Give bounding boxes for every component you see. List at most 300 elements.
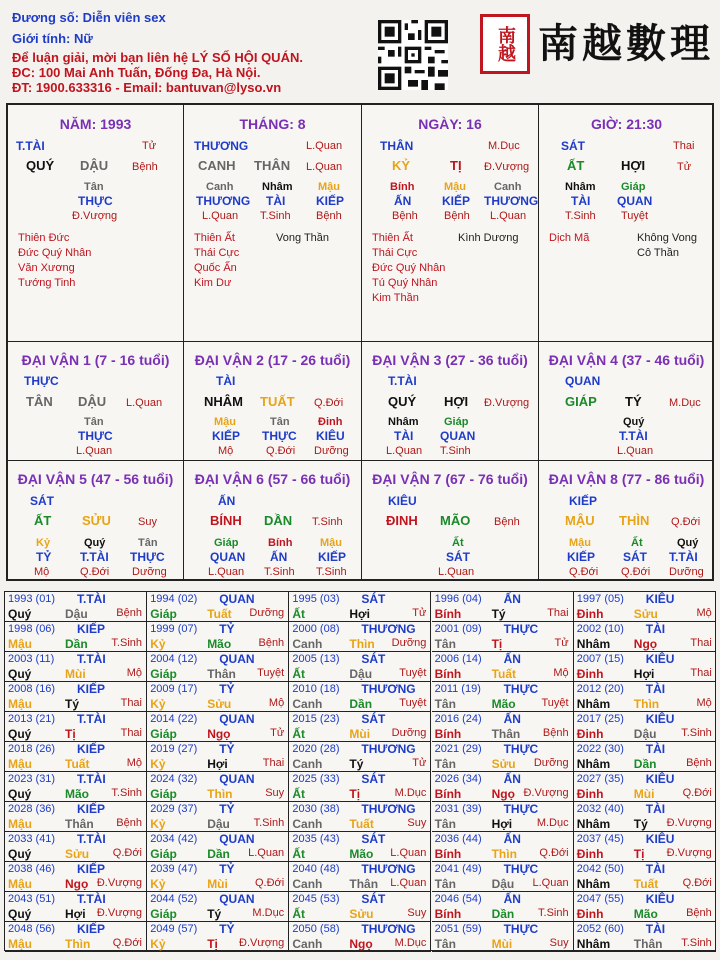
year-stage: Tuyệt <box>399 667 427 679</box>
year-stem: Nhâm <box>576 757 611 771</box>
hidden-stem: Bính <box>390 181 415 193</box>
qr-code-icon <box>378 20 448 90</box>
year-ten-god: ẤN <box>503 652 521 666</box>
year-cell <box>147 772 289 802</box>
year-ten-god: TÀI <box>645 682 666 696</box>
year-branch: Tị <box>633 847 645 861</box>
year-branch: Mùi <box>491 937 513 951</box>
year-branch: Hợi <box>65 907 86 921</box>
star: Thiên Ất <box>194 232 235 244</box>
year-label: 2044 (52) <box>150 893 198 905</box>
year-branch: Tý <box>633 817 648 831</box>
year-cell <box>574 772 716 802</box>
year-ten-god: KIẾP <box>77 862 106 876</box>
year-stage: M.Dục <box>536 817 569 829</box>
dv-stem: ẤT <box>34 513 52 528</box>
year-cell <box>574 712 716 742</box>
dai-van-4 <box>539 342 714 460</box>
star: Kình Dương <box>458 232 519 244</box>
dv-branch: DẦN <box>264 513 293 528</box>
year-stage: Thai <box>547 607 569 619</box>
year-branch: Thìn <box>207 787 233 801</box>
year-cell <box>289 682 431 712</box>
stars-list <box>18 231 91 291</box>
year-stage: Thai <box>262 757 285 769</box>
dv-branch: MÃO <box>440 513 471 528</box>
dv-hidden-stage: Q.Đới <box>80 566 110 578</box>
year-label: 2005 (13) <box>292 653 340 665</box>
year-cell <box>5 922 147 952</box>
year-stem: Mậu <box>8 757 32 771</box>
year-cell <box>289 712 431 742</box>
year-ten-god: QUAN <box>219 892 255 906</box>
dv-stage: Suy <box>138 516 157 528</box>
hidden-stem: Tân <box>84 181 104 193</box>
dv-stage: T.Sinh <box>312 516 343 528</box>
year-label: 2011 (19) <box>434 683 481 695</box>
year-branch: Tý <box>491 607 506 621</box>
year-cell <box>432 712 574 742</box>
dv-ten-god: QUAN <box>565 374 601 388</box>
branch-stage: Đ.Vượng <box>484 161 530 173</box>
year-branch: Dậu <box>491 877 515 891</box>
stars-list <box>372 231 445 306</box>
heavenly-stem: QUÝ <box>26 158 55 173</box>
year-ten-god: T.TÀI <box>77 652 106 666</box>
year-stem: Bính <box>434 607 462 621</box>
year-ten-god: THỰC <box>503 622 539 636</box>
year-cell <box>5 592 147 622</box>
brand-calligraphy: 南越數理 <box>538 20 714 67</box>
year-label: 1995 (03) <box>292 593 340 605</box>
dv-stem: GIÁP <box>565 394 597 409</box>
year-label: 2024 (32) <box>150 773 198 785</box>
year-stage: Bệnh <box>686 907 712 919</box>
year-cell <box>289 862 431 892</box>
can-ten-god: T.TÀI <box>16 139 45 153</box>
dv-hidden-stem: Mậu <box>569 537 591 549</box>
year-cell <box>432 682 574 712</box>
dv-ten-god: T.TÀI <box>388 374 417 388</box>
dv-stage: Q.Đới <box>314 397 344 409</box>
dv-hidden-ten-god: THỰC <box>130 550 165 564</box>
hidden-stem: Nhâm <box>262 181 293 193</box>
year-stem: Tân <box>434 637 456 651</box>
year-cell <box>432 802 574 832</box>
year-cell <box>147 832 289 862</box>
year-label: 2028 (36) <box>8 803 56 815</box>
year-stem: Quý <box>8 847 32 861</box>
year-stage: Q.Đới <box>112 937 142 949</box>
dai-van-title: ĐẠI VẬN 6 (57 - 66 tuổi) <box>194 471 351 487</box>
year-branch: Ngọ <box>633 637 658 651</box>
person-name: Đương số: Diễn viên sex <box>12 10 166 25</box>
year-branch: Thìn <box>65 937 91 951</box>
year-branch: Tuất <box>633 877 659 891</box>
dv-hidden-stem: Giáp <box>214 537 239 549</box>
year-branch: Mùi <box>633 787 655 801</box>
year-branch: Thân <box>207 667 236 681</box>
star: Quốc Ấn <box>194 262 237 274</box>
dv-hidden-ten-god: THỰC <box>262 429 297 443</box>
year-label: 1998 (06) <box>8 623 56 635</box>
year-stem: Ất <box>292 607 306 621</box>
year-stem: Ất <box>292 787 306 801</box>
year-branch: Thìn <box>349 637 375 651</box>
year-stage: Suy <box>407 907 427 919</box>
dai-van-7 <box>362 461 538 579</box>
year-cell <box>147 862 289 892</box>
year-label: 2012 (20) <box>576 683 624 695</box>
dai-van-title: ĐẠI VẬN 5 (47 - 56 tuổi) <box>17 471 174 487</box>
hidden-stem: Giáp <box>621 181 646 193</box>
year-cell <box>289 622 431 652</box>
year-ten-god: T.TÀI <box>77 772 106 786</box>
year-stem: Giáp <box>150 847 177 861</box>
red-seal-logo <box>480 14 530 74</box>
hidden-stage: Bệnh <box>444 210 470 222</box>
earthly-branch: TỊ <box>450 158 462 173</box>
year-ten-god: THỰC <box>503 862 539 876</box>
address-line: ĐC: 100 Mai Anh Tuấn, Đống Đa, Hà Nội. <box>12 65 261 80</box>
dv-hidden-ten-god: ẤN <box>270 550 288 564</box>
year-label: 2039 (47) <box>150 863 198 875</box>
year-cell <box>574 652 716 682</box>
year-stem: Quý <box>8 727 32 741</box>
year-stem: Mậu <box>8 937 32 951</box>
year-stage: Tuyệt <box>399 697 427 709</box>
year-ten-god: KIẾP <box>77 682 106 696</box>
year-branch: Dậu <box>349 667 373 681</box>
year-label: 2033 (41) <box>8 833 56 845</box>
dai-van-3 <box>362 342 538 460</box>
year-branch: Ngọ <box>207 727 231 741</box>
year-branch: Dần <box>349 697 373 711</box>
year-label: 2052 (60) <box>576 923 624 935</box>
year-stage: L.Quan <box>390 847 427 859</box>
year-ten-god: ẤN <box>503 592 521 606</box>
dv-branch: TUẤT <box>260 394 295 409</box>
year-label: 2037 (45) <box>576 833 624 845</box>
year-label: 2000 (08) <box>292 623 340 635</box>
dv-stem: MẬU <box>565 513 595 528</box>
hidden-stem: Nhâm <box>565 181 596 193</box>
year-label: 1994 (02) <box>150 593 198 605</box>
dv-hidden-stage: T.Sinh <box>316 566 347 578</box>
pillar-title: GIỜ: 21:30 <box>590 116 663 132</box>
dai-van-2 <box>184 342 361 460</box>
year-stage: Mộ <box>553 667 569 679</box>
year-stage: Đ.Vượng <box>96 877 142 889</box>
year-branch: Ngọ <box>491 787 515 801</box>
heavenly-stem: CANH <box>198 158 236 173</box>
annual-luck-table <box>4 591 716 951</box>
year-stem: Giáp <box>150 787 177 801</box>
year-branch: Mão <box>491 697 516 711</box>
hidden-stem: Mậu <box>318 181 340 193</box>
dv-hidden-ten-god: KIẾP <box>318 550 347 564</box>
dv-hidden-ten-god: THỰC <box>78 429 113 443</box>
can-stage: Thai <box>673 140 695 152</box>
star: Tú Quý Nhân <box>372 277 438 289</box>
year-branch: Tý <box>65 697 80 711</box>
year-ten-god: T.TÀI <box>77 892 106 906</box>
year-ten-god: TÀI <box>645 742 666 756</box>
year-ten-god: QUAN <box>219 832 255 846</box>
year-label: 1999 (07) <box>150 623 198 635</box>
year-ten-god: THƯƠNG <box>361 622 416 636</box>
year-branch: Hợi <box>207 757 228 771</box>
pillar-title: NGÀY: 16 <box>418 116 482 132</box>
year-ten-god: THƯƠNG <box>361 682 416 696</box>
earthly-branch: DẬU <box>80 158 109 173</box>
year-branch: Hợi <box>349 607 370 621</box>
can-ten-god: THÂN <box>380 139 414 153</box>
year-stem: Bính <box>434 727 462 741</box>
year-branch: Thìn <box>491 847 517 861</box>
year-stage: Bệnh <box>258 637 285 649</box>
dv-hidden-ten-god: T.TÀI <box>669 550 698 564</box>
year-ten-god: SÁT <box>361 652 386 666</box>
year-stage: T.Sinh <box>111 637 142 649</box>
hidden-ten-god: KIẾP <box>442 194 471 208</box>
dv-hidden-stage: L.Quan <box>438 566 475 578</box>
star: Văn Xương <box>18 262 75 274</box>
year-ten-god: TỶ <box>219 922 235 936</box>
year-stage: Thai <box>690 667 712 679</box>
year-stage: Q.Đới <box>682 877 712 889</box>
year-stem: Bính <box>434 847 462 861</box>
year-label: 2006 (14) <box>434 653 482 665</box>
year-stage: T.Sinh <box>681 937 712 949</box>
dv-hidden-stage: Q.Đới <box>569 566 599 578</box>
year-stage: M.Dục <box>394 937 427 949</box>
year-stage: Dưỡng <box>391 637 427 649</box>
year-label: 2048 (56) <box>8 923 56 935</box>
dv-stem: BÍNH <box>210 513 242 528</box>
year-stem: Canh <box>292 637 323 651</box>
year-ten-god: TỶ <box>219 742 235 756</box>
year-label: 2036 (44) <box>434 833 482 845</box>
can-ten-god: THƯƠNG <box>194 139 249 153</box>
star: Thái Cực <box>372 247 418 259</box>
dv-ten-god: THỰC <box>24 374 59 388</box>
hidden-stage: Bệnh <box>392 210 418 222</box>
year-label: 2043 (51) <box>8 893 56 905</box>
year-label: 2025 (33) <box>292 773 340 785</box>
pillar-hour <box>539 105 714 341</box>
dv-hidden-stem: Giáp <box>444 416 469 428</box>
year-stage: Mộ <box>126 757 142 769</box>
year-stage: Mộ <box>696 697 712 709</box>
year-ten-god: TÀI <box>645 802 666 816</box>
dai-van-8 <box>539 461 714 579</box>
year-cell <box>574 862 716 892</box>
year-label: 2042 (50) <box>576 863 624 875</box>
dv-hidden-ten-god: QUAN <box>440 429 476 443</box>
hidden-ten-god: THỰC <box>78 194 113 208</box>
year-stage: L.Quan <box>390 877 427 889</box>
year-label: 2027 (35) <box>576 773 624 785</box>
year-branch: Mùi <box>349 727 371 741</box>
year-stem: Quý <box>8 607 32 621</box>
year-stage: Q.Đới <box>112 847 142 859</box>
year-ten-god: KIÊU <box>645 592 675 606</box>
year-label: 2003 (11) <box>8 653 55 665</box>
year-ten-god: T.TÀI <box>77 832 106 846</box>
year-stem: Tân <box>434 817 456 831</box>
dv-hidden-stage: T.Sinh <box>440 445 471 457</box>
year-cell <box>289 592 431 622</box>
stars-list-2 <box>276 231 329 246</box>
year-cell <box>432 862 574 892</box>
year-cell <box>5 712 147 742</box>
year-stage: Đ.Vượng <box>239 937 285 949</box>
year-branch: Mão <box>633 907 658 921</box>
year-stage: T.Sinh <box>681 727 712 739</box>
star: Kim Dư <box>194 277 232 289</box>
dv-branch: HỢI <box>444 394 469 409</box>
year-label: 2007 (15) <box>576 653 624 665</box>
year-branch: Ngọ <box>65 877 89 891</box>
dv-hidden-stem: Tân <box>270 416 290 428</box>
header <box>0 0 720 100</box>
year-label: 2014 (22) <box>150 713 198 725</box>
year-stage: Q.Đới <box>682 787 712 799</box>
year-label: 2022 (30) <box>576 743 624 755</box>
year-stage: Tử <box>554 637 569 649</box>
dv-hidden-ten-god: KIÊU <box>316 429 345 443</box>
year-stage: L.Quan <box>532 877 569 889</box>
year-stage: Đ.Vượng <box>666 847 712 859</box>
dv-hidden-stem: Quý <box>677 537 699 549</box>
year-ten-god: KIẾP <box>77 622 106 636</box>
dv-hidden-ten-god: KIẾP <box>212 429 241 443</box>
year-ten-god: KIÊU <box>645 772 675 786</box>
year-stem: Mậu <box>8 637 32 651</box>
year-stage: Bệnh <box>116 607 142 619</box>
contact-line: Để luận giải, mời bạn liên hệ LÝ SỐ HỘI QUÁN. <box>12 50 303 65</box>
dai-van-title: ĐẠI VẬN 1 (7 - 16 tuổi) <box>21 352 170 368</box>
dv-hidden-stage: L.Quan <box>617 445 654 457</box>
dv-hidden-stem: Ất <box>452 537 464 549</box>
year-ten-god: TÀI <box>645 862 666 876</box>
year-branch: Tý <box>349 757 364 771</box>
year-stem: Kỷ <box>150 697 166 711</box>
year-stem: Giáp <box>150 667 177 681</box>
year-ten-god: TÀI <box>645 922 666 936</box>
hidden-stem: Canh <box>206 181 234 193</box>
year-cell <box>5 832 147 862</box>
dv-hidden-stem: Ất <box>631 537 643 549</box>
dv-hidden-ten-god: KIẾP <box>567 550 596 564</box>
year-stage: T.Sinh <box>111 787 142 799</box>
dv-hidden-stem: Quý <box>84 537 106 549</box>
year-stem: Mậu <box>8 817 32 831</box>
year-label: 2026 (34) <box>434 773 482 785</box>
year-stage: Tuyệt <box>541 697 569 709</box>
year-label: 2023 (31) <box>8 773 56 785</box>
year-ten-god: THỰC <box>503 802 539 816</box>
year-label: 2018 (26) <box>8 743 56 755</box>
dv-hidden-stem: Nhâm <box>388 416 419 428</box>
year-branch: Thân <box>491 727 521 741</box>
year-branch: Mão <box>207 637 232 651</box>
stars-list-2 <box>458 231 518 246</box>
year-ten-god: THƯƠNG <box>361 922 416 936</box>
branch-stage: Bệnh <box>132 161 158 173</box>
dv-hidden-stem: Mậu <box>320 537 342 549</box>
year-stem: Mậu <box>8 697 32 711</box>
year-cell <box>574 832 716 862</box>
year-cell <box>147 922 289 952</box>
dai-van-5 <box>8 461 183 579</box>
year-stage: M.Dục <box>252 907 285 919</box>
year-branch: Dần <box>65 637 88 651</box>
year-stage: Dưỡng <box>533 757 569 769</box>
year-ten-god: T.TÀI <box>77 592 106 606</box>
year-cell <box>5 772 147 802</box>
year-stem: Đinh <box>576 667 604 681</box>
can-stage: Tử <box>142 140 157 152</box>
year-cell <box>147 742 289 772</box>
dv-hidden-stage: Mộ <box>218 445 234 457</box>
dai-van-6 <box>184 461 361 579</box>
year-branch: Tị <box>207 937 218 951</box>
pillar-year <box>8 105 183 341</box>
year-ten-god: QUAN <box>219 772 255 786</box>
star: Thiên Ất <box>372 232 413 244</box>
year-stage: Tuyệt <box>257 667 285 679</box>
year-stem: Ất <box>292 727 306 741</box>
dai-van-title: ĐẠI VẬN 8 (77 - 86 tuổi) <box>548 471 705 487</box>
year-branch: Sửu <box>349 907 374 921</box>
year-ten-god: TỶ <box>219 682 235 696</box>
year-cell <box>5 622 147 652</box>
year-branch: Sửu <box>633 607 658 621</box>
hidden-stage: L.Quan <box>202 210 239 222</box>
year-ten-god: KIẾP <box>77 922 106 936</box>
year-cell <box>147 652 289 682</box>
year-ten-god: SÁT <box>361 592 386 606</box>
year-ten-god: KIÊU <box>645 652 675 666</box>
year-ten-god: QUAN <box>219 592 255 606</box>
year-cell <box>432 922 574 952</box>
dai-van-title: ĐẠI VẬN 7 (67 - 76 tuổi) <box>372 471 528 487</box>
year-stage: Q.Đới <box>539 847 569 859</box>
year-label: 2046 (54) <box>434 893 482 905</box>
dv-hidden-ten-god: SÁT <box>623 550 647 564</box>
year-cell <box>574 682 716 712</box>
year-stage: M.Dục <box>394 787 427 799</box>
hidden-stage: Đ.Vượng <box>72 210 118 222</box>
hidden-stage: T.Sinh <box>565 210 596 222</box>
year-stem: Nhâm <box>576 877 611 891</box>
year-stage: Thai <box>120 727 142 739</box>
can-ten-god: SÁT <box>561 139 585 153</box>
dv-hidden-stem: Tân <box>84 416 104 428</box>
year-cell <box>432 742 574 772</box>
year-stage: Q.Đới <box>254 877 285 889</box>
year-stem: Canh <box>292 757 323 771</box>
year-label: 1997 (05) <box>576 593 624 605</box>
year-stage: Thai <box>120 697 142 709</box>
dai-van-title: ĐẠI VẬN 2 (17 - 26 tuổi) <box>194 352 351 368</box>
year-stage: Bệnh <box>686 757 712 769</box>
year-branch: Dậu <box>633 727 657 741</box>
earthly-branch: HỢI <box>621 158 646 173</box>
year-stage: Tử <box>412 607 427 619</box>
